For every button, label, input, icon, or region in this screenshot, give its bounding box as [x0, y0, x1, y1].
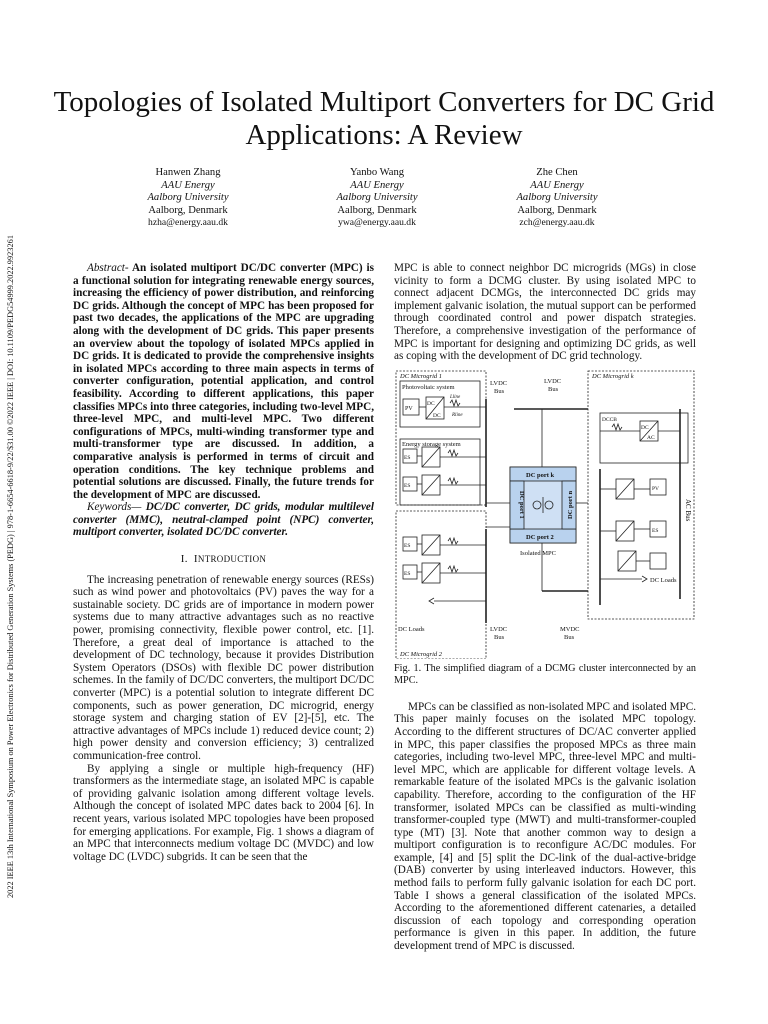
author-affiliation: AAU Energy — [350, 179, 404, 191]
author-affiliation: AAU Energy — [530, 179, 584, 191]
intro-paragraph-1: The increasing penetration of renewable energy sources (RESs) such as wind power and photovoltaics (PV) paves the way for a sustainable society. DC grids are of importance in modern power systems due to many attractive advantages such as no reactive power, promising connectivity, flexible power control, etc. [1]. Therefore, a great deal of importance is attached to the development of DC technology, because it provides Distribution System Operators (DSOs) with flexible DC power distribution schemes. In the family of DC/DC converters, the multiport DC/DC converter (MPC) is a potential solution to integrate different DC components, such as power generation, DC microgrid, energy storage system and charging station of EV [2]-[5], etc. The attractive advantages of MPCs include 1) reduced device count; 2) high power density and conversion efficiency; 3) centralized communication-free control. — [73, 573, 374, 762]
author-name: Zhe Chen — [536, 167, 578, 178]
author-email[interactable]: ywa@energy.aau.dk — [338, 217, 416, 229]
paper-title: Topologies of Isolated Multiport Converters for DC Grid Applications: A Review — [53, 86, 715, 151]
dc-port-k-label: DC port k — [526, 471, 555, 479]
pv-system-label: Photovoltaic system — [402, 383, 455, 391]
lline-label: Lline — [450, 394, 461, 400]
author-2 — [292, 167, 462, 230]
keywords-label: Keywords— — [87, 501, 142, 514]
dc-loads-left-label: DC Loads — [398, 625, 425, 633]
ess-label: Energy storage system — [402, 440, 461, 448]
section-title-rest: NTRODUCTION — [197, 554, 267, 565]
bus-left-label: Bus — [494, 387, 505, 395]
bus-mvdc-label: Bus — [564, 633, 575, 641]
dc-port-2-label: DC port 2 — [526, 533, 554, 541]
abstract-text: An isolated multiport DC/DC converter (MPC) is a functional solution for integrating renewable energy sources, increasing the efficiency of power distribution, and reinforcing DC grids. Although the concept of MPC has been proposed for past two decades, the applications of the MPC are upgrading along with the development of DC grids. This paper presents an overview about the topology of isolated MPCs applied in DC grids. It is dedicated to provide the comprehensive insights in isolated MPCs according to three main aspects in terms of converter configuration, potential application, and control feasibility. According to different applications, this paper classifies MPCs into three categories, including two-level MPC, three-level MPC, and multi-level MPC. Two different configurations of MPCs, multi-winding transformer type and multi-transformer type are discussed. In addition, a comparative analysis is performed in terms of circuit and operation conditions. The key technique problems and potential solutions are discussed. Finally, the future trends for the development of MPC are discussed. — [73, 262, 374, 501]
line-impedance-icon — [450, 400, 460, 406]
bus-mid-label: Bus — [548, 385, 559, 393]
author-university: Aalborg University — [147, 192, 229, 204]
bus-bottom-label: Bus — [494, 633, 505, 641]
rline-label: Rline — [452, 412, 463, 418]
section-heading-introduction — [73, 553, 374, 566]
isolated-mpc-label: Isolated MPC — [520, 549, 556, 557]
figure-1 — [394, 369, 696, 659]
pv-label: PV — [652, 485, 660, 492]
dc-port-1-label: DC port 1 — [518, 490, 525, 519]
section-first-letter: I — [193, 553, 198, 566]
author-location: Aalborg, Denmark — [337, 204, 417, 216]
dc-label: DC — [433, 412, 441, 419]
author-name: Yanbo Wang — [349, 167, 405, 178]
side-note-text: 2022 IEEE 13th International Symposium on Power Electronics for Distributed Generation Systems (PEDG) | 978-1-6654-6618-9/22/$31.00 ©2022 IEEE | DOI: 10.1109/PEDG54999.2022.9923261 — [6, 235, 15, 898]
author-location: Aalborg, Denmark — [517, 204, 597, 216]
dcmg-cluster-diagram — [394, 369, 696, 659]
author-university: Aalborg University — [336, 192, 418, 204]
right-column — [394, 262, 696, 953]
mvdc-label: MVDC — [560, 625, 580, 633]
author-university: Aalborg University — [516, 192, 598, 204]
es-label: ES — [404, 570, 411, 577]
author-email[interactable]: zch@energy.aau.dk — [519, 217, 595, 229]
dc-port-n-label: DC port n — [567, 490, 574, 519]
dc-label: DC — [427, 400, 435, 407]
abstract — [73, 262, 374, 501]
microgrid-2-frame — [396, 511, 486, 659]
lvdc-left-label: LVDC — [490, 379, 508, 387]
keywords — [73, 501, 374, 539]
microgrid-2-label: DC Microgrid 2 — [400, 650, 443, 658]
keywords-text: DC/DC converter, DC grids, modular multilevel converter (MMC), neutral-clamped point (NPC) converter, multiport converter, isolated DC/DC converter. — [73, 501, 374, 539]
microgrid-1-label: DC Microgrid 1 — [400, 372, 443, 380]
author-affiliation: AAU Energy — [161, 179, 215, 191]
left-column — [73, 262, 374, 863]
intro-paragraph-2: By applying a single or multiple high-frequency (HF) transformers as the intermediate stage, an isolated MPC is capable of providing galvanic isolation among different voltage levels. Although the concept of isolated MPC dates back to 2004 [6]. In recent years, various isolated MPC topologies have been proposed for emerging applications. For example, Fig. 1 shows a diagram of an MPC that interconnects medium voltage DC (MVDC) and low voltage DC (LVDC) subgrids. It can be seen that the — [73, 762, 374, 863]
copyright-side-note — [6, 128, 20, 898]
ac-label: AC — [647, 434, 655, 441]
author-1 — [103, 167, 273, 230]
figure-1-caption: Fig. 1. The simplified diagram of a DCMG cluster interconnected by an MPC. — [394, 662, 696, 686]
author-location: Aalborg, Denmark — [148, 204, 228, 216]
es-label: ES — [404, 542, 411, 549]
dccb-label: DCCB — [602, 416, 617, 423]
section-numeral: I. — [180, 553, 188, 566]
lvdc-mid-label: LVDC — [544, 377, 562, 385]
ac-bus-label: AC Bus — [684, 498, 692, 522]
author-3 — [472, 167, 642, 230]
abstract-label: Abstract- — [87, 262, 129, 274]
dc-label: DC — [641, 424, 649, 431]
author-email[interactable]: hzha@energy.aau.dk — [148, 217, 228, 229]
intro-paragraph-continued: MPC is able to connect neighbor DC microgrids (MGs) in close vicinity to form a DCMG cluster. By using isolated MPC to connect adjacent DCMGs, the interconnected DC grids may implement galvanic isolation, the mutual support can be performed through coordinated control and power dispatch strategies. Therefore, a comprehensive investigation of the performance of MPC is important for designing and optimizing DC grids, as well as coping with the development of DC grid technology. — [394, 262, 696, 363]
dc-loads-right-label: DC Loads — [650, 576, 677, 584]
es-label: ES — [404, 482, 411, 489]
intro-paragraph-3: MPCs can be classified as non-isolated MPC and isolated MPC. This paper mainly focuses on the isolated MPC topology. According to the different structures of DC/AC converter applied in MPC, this paper classifies the proposed MPCs as three main categories, including two-level MPC, three-level MPC and multi-level MPC, which are applicable for different voltage levels. A remarkable feature of the isolated MPCs is the galvanic isolation capability. Therefore, according to the configuration of the HF transformer, isolated MPCs can be classified as multi-winding transformer-coupled type (MWT) and multi-transformer-coupled type (MT) [3]. Note that another common way to design a multiport configuration is to reconfigure AC/DC modules. For example, [4] and [5] split the DC-link of the dual-active-bridge (DAB) converter by using interleaved inductors. However, this method fails to perform fully galvanic isolation for each DC port. Table I shows a general classification of the isolated MPCs. According to the aforementioned different catenaries, a detailed discussion of each topology and corresponding operation performance is given in this paper. In addition, the future development trend of MPC is discussed. — [394, 700, 696, 953]
pv-label: PV — [405, 405, 413, 412]
microgrid-k-label: DC Microgrid k — [592, 372, 634, 380]
author-name: Hanwen Zhang — [155, 167, 221, 178]
microgrid-k-frame — [588, 371, 694, 619]
es-label: ES — [652, 527, 659, 534]
es-label: ES — [404, 454, 411, 461]
author-block — [100, 167, 700, 237]
lvdc-bottom-label: LVDC — [490, 625, 508, 633]
